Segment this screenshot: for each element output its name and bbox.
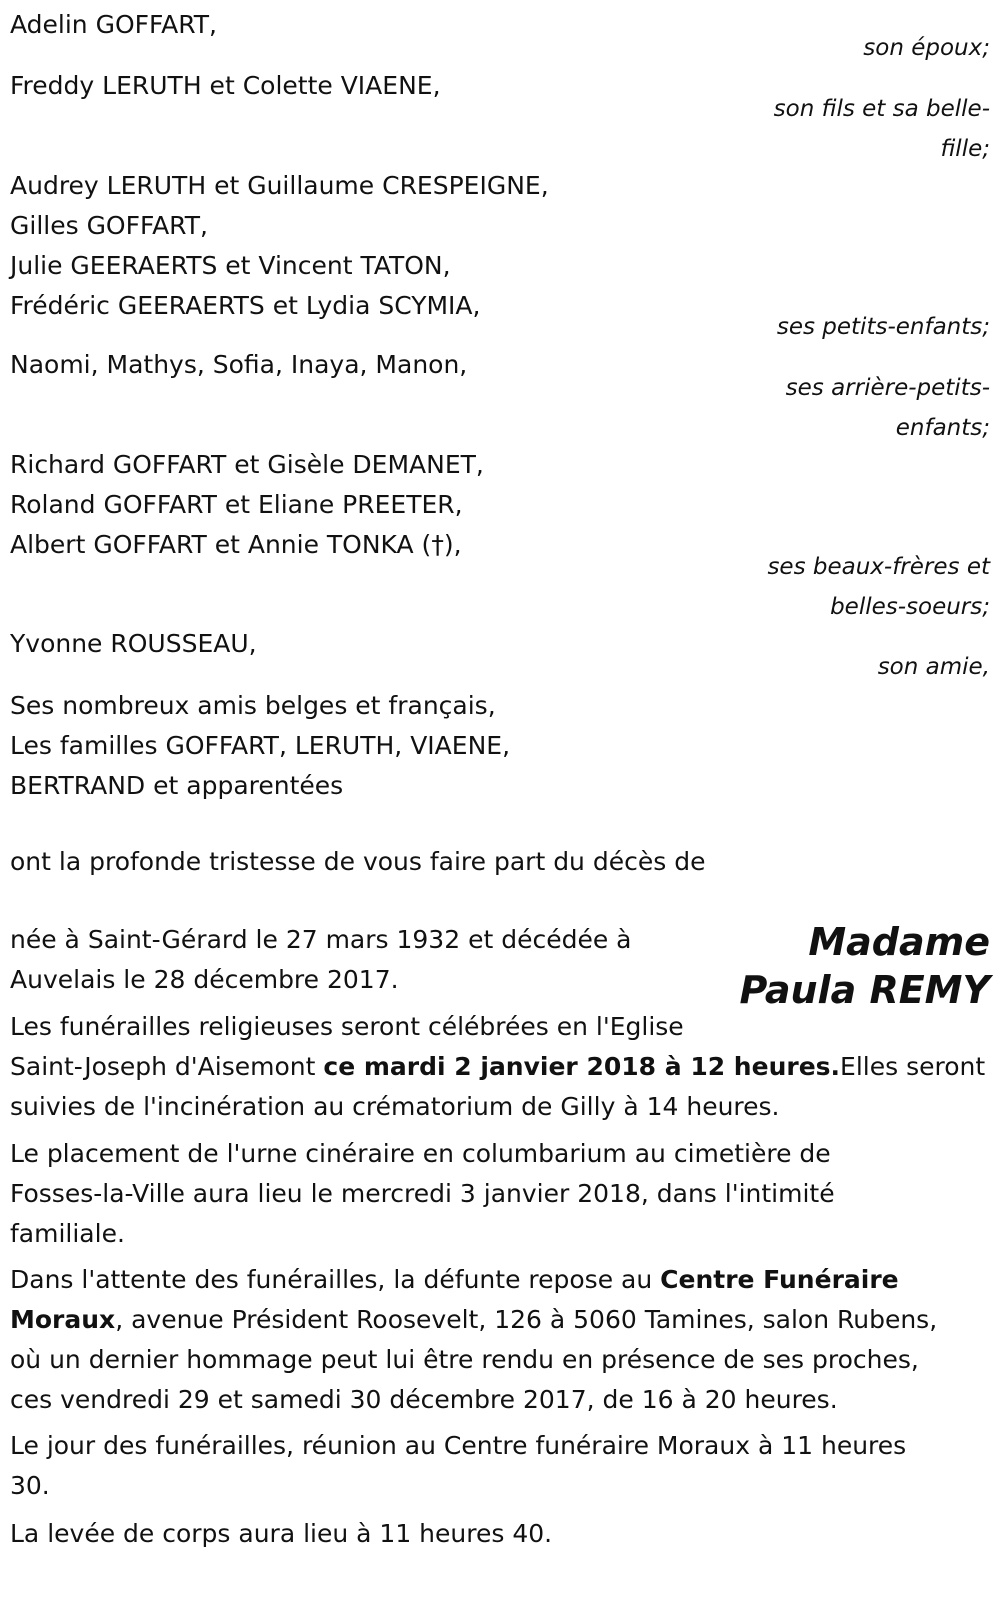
mourner-name: Naomi, Mathys, Sofia, Inaya, Manon, [10, 350, 468, 379]
mourner-relation: son fils et sa belle- fille; [773, 96, 990, 162]
mourner-relation: ses beaux-frères et belles-soeurs; [767, 554, 990, 620]
mourner-name: Adelin GOFFART, [10, 10, 217, 39]
rest-paragraph: Dans l'attente des funérailles, la défunte repose au Centre Funéraire Moraux, avenue Président Roosevelt, 126 à 5060 Tamines, salon Rubens, où un dernier hommage peut lui être rendu en présence de ses proches, ces vendredi 29 et samedi 30 décembre 2017, de 16 à 20 heures. [10, 1265, 938, 1414]
deceased-name: Madame Paula REMY [739, 920, 990, 1012]
mourner-relation: son amie, [877, 654, 990, 680]
meeting-paragraph: Le jour des funérailles, réunion au Centre funéraire Moraux à 11 heures 30. [10, 1431, 907, 1500]
funeral-home-name: Centre Funéraire [660, 1265, 899, 1294]
mourner-relation: ses petits-enfants; [776, 314, 990, 340]
mourner-relation: ses arrière-petits- enfants; [785, 375, 990, 441]
levee-paragraph: La levée de corps aura lieu à 11 heures 40. [10, 1519, 553, 1548]
birth-death-info: née à Saint-Gérard le 27 mars 1932 et décédée à Auvelais le 28 décembre 2017. [10, 925, 632, 994]
mourner-names-friends: Ses nombreux amis belges et français, Les familles GOFFART, LERUTH, VIAENE, BERTRAND et apparentées [10, 691, 511, 800]
mourner-name: Yvonne ROUSSEAU, [10, 629, 257, 658]
funeral-date: ce mardi 2 janvier 2018 à 12 heures. [323, 1052, 841, 1081]
mourner-name: Freddy LERUTH et Colette VIAENE, [10, 71, 441, 100]
mourner-names-in-laws: Richard GOFFART et Gisèle DEMANET, Roland GOFFART et Eliane PREETER, Albert GOFFART et Annie TONKA (†), [10, 450, 484, 559]
mourner-relation: son époux; [863, 35, 990, 61]
mourner-names-grandchildren: Audrey LERUTH et Guillaume CRESPEIGNE, Gilles GOFFART, Julie GEERAERTS et Vincent TATON, Frédéric GEERAERTS et Lydia SCYMIA, [10, 171, 549, 320]
funeral-paragraph: Les funérailles religieuses seront célébrées en l'Eglise Saint-Joseph d'Aisemont ce mardi 2 janvier 2018 à 12 heures.Elles seront suivies de l'incinération au crématorium de Gilly à 14 heures. [10, 1012, 986, 1121]
urn-paragraph: Le placement de l'urne cinéraire en columbarium au cimetière de Fosses-la-Ville aura lieu le mercredi 3 janvier 2018, dans l'intimité familiale. [10, 1139, 835, 1248]
announcement: ont la profonde tristesse de vous faire part du décès de [10, 847, 706, 876]
